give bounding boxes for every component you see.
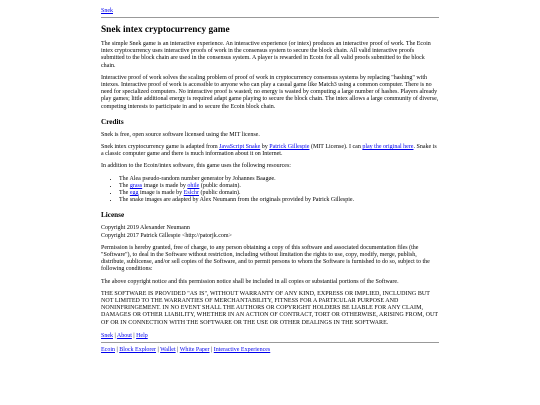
separator: | bbox=[156, 346, 161, 353]
footer-nav-primary bbox=[101, 332, 439, 340]
license-heading: License bbox=[101, 211, 125, 220]
credits-text: (MIT License). I can bbox=[309, 144, 363, 151]
resources-list bbox=[101, 176, 439, 205]
list-text: (public domain). bbox=[198, 190, 241, 197]
list-item: • The Alea pseudo-random number generator by Johannes Baagøe. bbox=[119, 176, 439, 183]
credits-paragraph-2 bbox=[101, 144, 439, 158]
copyright-line-2: Copyright 2017 Patrick Gillespie <http://patorjk.com> bbox=[101, 232, 232, 239]
credits-text: Snek intex cryptocurrency game is adapted from bbox=[101, 144, 220, 151]
credits-text: by bbox=[260, 144, 270, 151]
license-paragraph-3: THE SOFTWARE IS PROVIDED "AS IS", WITHOUT WARRANTY OF ANY KIND, EXPRESS OR IMPLIED, INCLUDING BUT NOT LIMITED TO THE WARRANTIES OF MERCHANTABILITY, FITNESS FOR A PARTICULAR PURPOSE AND NONINFRINGEMENT. IN NO EVENT SHALL THE AUTHORS OR COPYRIGHT HOLDERS BE LIABLE FOR ANY CLAIM, DAMAGES OR OTHER LIABILITY, WHETHER IN AN ACTION OF CONTRACT, TORT OR OTHERWISE, ARISING FROM, OUT OF OR IN CONNECTION WITH THE SOFTWARE OR THE USE OR OTHER DEALINGS IN THE SOFTWARE. bbox=[101, 290, 438, 326]
ohile-link[interactable]: ohile bbox=[187, 182, 200, 189]
top-nav bbox=[101, 7, 439, 15]
footer-ecoin-link[interactable]: Ecoin bbox=[101, 346, 115, 353]
footer-wallet-link[interactable]: Wallet bbox=[160, 346, 176, 353]
credits-text: . Snake is a classic computer game and there is much information about it on Internet. bbox=[101, 144, 437, 158]
page-content bbox=[101, 7, 439, 354]
separator: | bbox=[175, 346, 180, 353]
top-divider bbox=[101, 17, 439, 18]
footer-help-link[interactable]: Help bbox=[136, 332, 148, 339]
egg-link[interactable]: egg bbox=[129, 190, 139, 197]
footer-divider bbox=[101, 342, 439, 343]
footer-interactive-experiences-link[interactable]: Interactive Experiences bbox=[213, 346, 271, 353]
separator: | bbox=[113, 332, 117, 339]
separator: | bbox=[209, 346, 214, 353]
list-text: The bbox=[119, 190, 130, 197]
footer-snek-link[interactable]: Snek bbox=[101, 332, 113, 339]
footer-about-link[interactable]: About bbox=[116, 332, 132, 339]
grass-link[interactable]: grass bbox=[129, 182, 143, 189]
credits-heading: Credits bbox=[101, 117, 124, 126]
credits-paragraph-1: Snek is free, open source software licensed using the MIT license. bbox=[101, 131, 260, 138]
license-paragraph-2: The above copyright notice and this permission notice shall be included in all copies or substantial portions of the Software. bbox=[101, 278, 399, 285]
list-text: The bbox=[119, 182, 130, 189]
list-text: image is made by bbox=[138, 190, 184, 197]
patrick-gillespie-link[interactable]: Patrick Gillespie bbox=[269, 144, 310, 151]
list-item: • The snake images are adapted by Alex Neumann from the originals provided by Patrick Gillespie. bbox=[119, 197, 439, 204]
snek-home-link[interactable]: Snek bbox=[101, 8, 113, 14]
list-item bbox=[119, 183, 439, 190]
credits-paragraph-3: In addition to the Ecoin/intex software, this game uses the following resources: bbox=[101, 163, 291, 170]
javascript-snake-link[interactable]: JavaScript Snake bbox=[219, 144, 261, 151]
license-paragraph-1: Permission is hereby granted, free of charge, to any person obtaining a copy of this software and associated documentation files (the "Software"), to deal in the Software without restriction, including without limitation the rights to use, copy, modify, merge, publish, distribute, sublicense, and/or sell copies of the Software, and to permit persons to whom the Software is furnished to do so, subject to the following conditions: bbox=[101, 244, 430, 273]
footer-nav-secondary bbox=[101, 346, 439, 354]
copyright-block bbox=[101, 225, 439, 239]
eslchr-link[interactable]: Eslchr bbox=[183, 190, 199, 197]
separator: | bbox=[131, 332, 137, 339]
copyright-line-1: Copyright 2019 Alexander Neumann bbox=[101, 225, 190, 232]
list-text: (public domain). bbox=[199, 182, 241, 189]
page-title: Snek intex cryptocurrency game bbox=[101, 25, 230, 35]
list-text: image is made by bbox=[142, 182, 188, 189]
play-original-link[interactable]: play the original here bbox=[362, 144, 414, 151]
footer-block-explorer-link[interactable]: Block Explorer bbox=[119, 346, 157, 353]
separator: | bbox=[115, 346, 120, 353]
footer-white-paper-link[interactable]: White Paper bbox=[179, 346, 210, 353]
intro-paragraph-2: Interactive proof of work solves the scaling problem of proof of work in cryptocurrency consensus systems by replacing "hashing" with intexes. Interactive proof of work is accessible to anyone who can play a casual game like Match3 using a common computer. There is no need for specialized computers. No interactive proof is wasted; no energy is wasted by computing a large number of hashes. Players already play games; little additional energy is required adapt game playing to secure the block chain. The intex allows a large community of diverse, competing interests to participate in and to secure the Ecoin block chain. bbox=[101, 74, 439, 110]
intro-paragraph-1: The simple Snek game is an interactive experience. An interactive experience (or intex) produces an interactive proof of work. The Ecoin intex cryptocurrency uses interactive proofs of work in the consensus system to secure the block chain. All valid interactive proofs submitted to the block chain are used in the consensus system. A player is rewarded in Ecoin for all valid proofs submitted to the block chain. bbox=[101, 41, 431, 69]
